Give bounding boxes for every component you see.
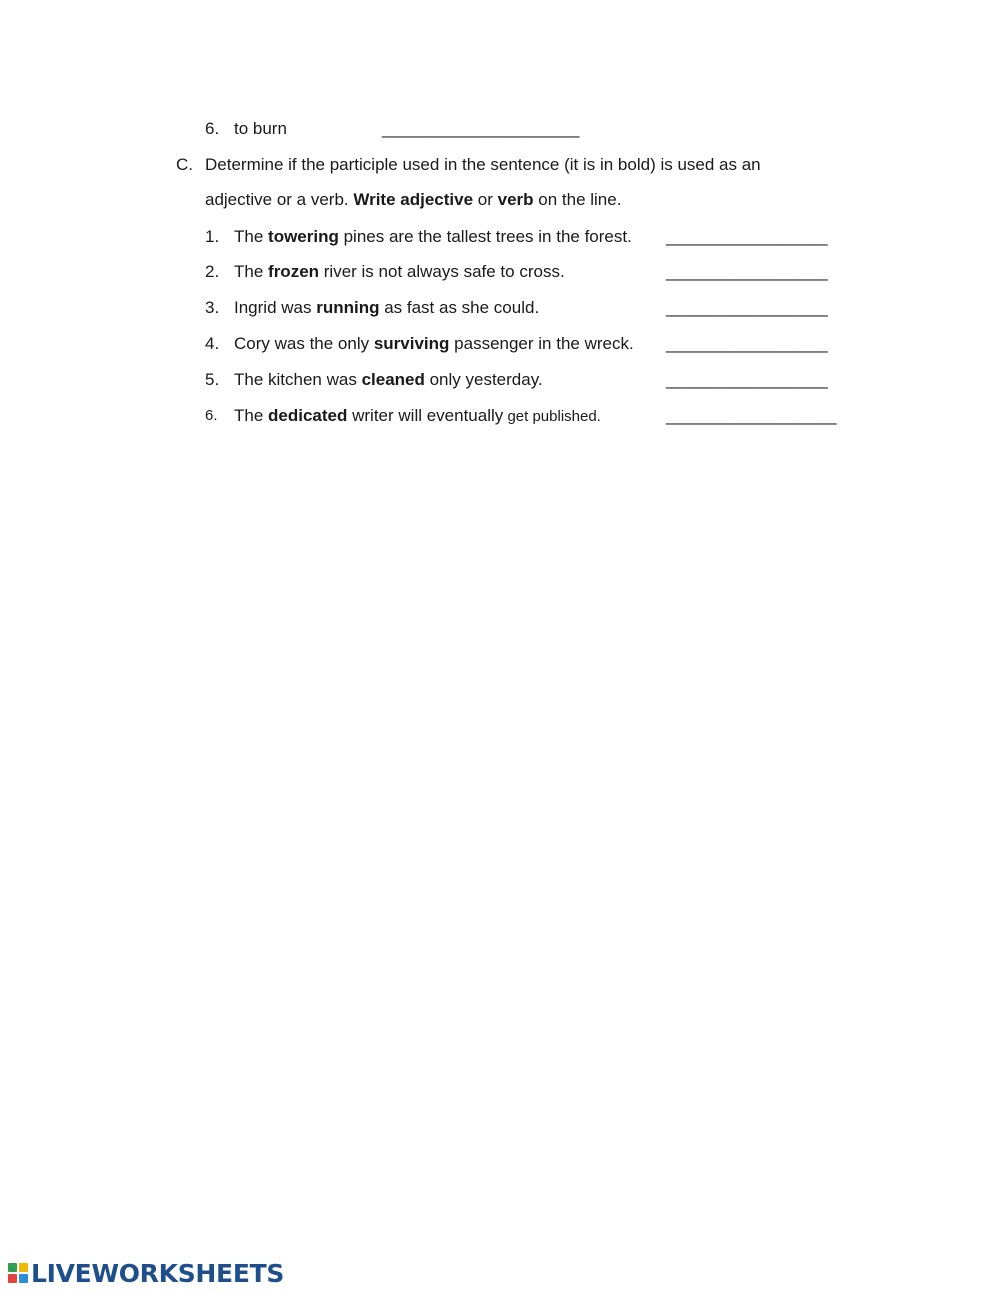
instruction-text: adjective or a verb. [205, 190, 354, 209]
item-number: 6. [205, 119, 220, 138]
answer-blank[interactable]: __________________ [666, 334, 828, 353]
item-sentence [234, 333, 634, 355]
sentence-text: only yesterday. [424, 370, 543, 389]
sentence-text: The [234, 262, 269, 281]
section-instruction-line2 [205, 189, 621, 211]
item-sentence [234, 297, 539, 319]
item-number: 2. [205, 262, 220, 281]
instruction-text: on the line. [533, 190, 622, 209]
logo-square [8, 1263, 17, 1272]
answer-blank[interactable]: ______________________ [382, 119, 580, 138]
sentence-text: passenger in the wreck. [449, 334, 634, 353]
sentence-text: The [234, 227, 269, 246]
liveworksheets-logo [8, 1258, 284, 1288]
item-text: to burn [234, 119, 287, 138]
logo-square [19, 1263, 28, 1272]
participle: cleaned [361, 370, 425, 389]
sentence-text: river is not always safe to cross. [319, 262, 565, 281]
answer-blank[interactable]: __________________ [666, 298, 828, 317]
logo-square [19, 1274, 28, 1283]
section-instruction-line1: Determine if the participle used in the sentence (it is in bold) is used as an [205, 155, 761, 174]
answer-blank[interactable]: ___________________ [666, 406, 837, 425]
participle: dedicated [268, 406, 348, 425]
sentence-text: The [234, 406, 269, 425]
answer-blank[interactable]: __________________ [666, 227, 828, 246]
sentence-text: Ingrid was [234, 298, 317, 317]
answer-blank[interactable]: __________________ [666, 262, 828, 281]
item-sentence [234, 226, 632, 248]
item-number: 5. [205, 370, 220, 389]
sentence-text: The kitchen was [234, 370, 362, 389]
participle: frozen [268, 262, 320, 281]
sentence-text: writer will eventually [347, 406, 504, 425]
instruction-bold: verb [497, 190, 534, 209]
answer-blank[interactable]: __________________ [666, 370, 828, 389]
participle: running [316, 298, 380, 317]
logo-text: LIVEWORKSHEETS [31, 1258, 285, 1288]
sentence-text: pines are the tallest trees in the forest. [338, 227, 632, 246]
item-number: 3. [205, 298, 220, 317]
item-number: 4. [205, 334, 220, 353]
instruction-text: or [473, 190, 498, 209]
participle: surviving [373, 334, 450, 353]
section-letter: C. [176, 155, 193, 174]
item-sentence [234, 405, 601, 428]
sentence-text: Cory was the only [234, 334, 374, 353]
instruction-bold: Write adjective [353, 190, 474, 209]
participle: towering [268, 227, 339, 246]
logo-squares-icon [8, 1263, 28, 1283]
item-number: 6. [205, 407, 218, 424]
logo-square [8, 1274, 17, 1283]
item-sentence [234, 261, 565, 283]
item-sentence [234, 369, 543, 391]
item-number: 1. [205, 227, 220, 246]
sentence-text: as fast as she could. [379, 298, 540, 317]
sentence-text: get published. [503, 408, 601, 425]
